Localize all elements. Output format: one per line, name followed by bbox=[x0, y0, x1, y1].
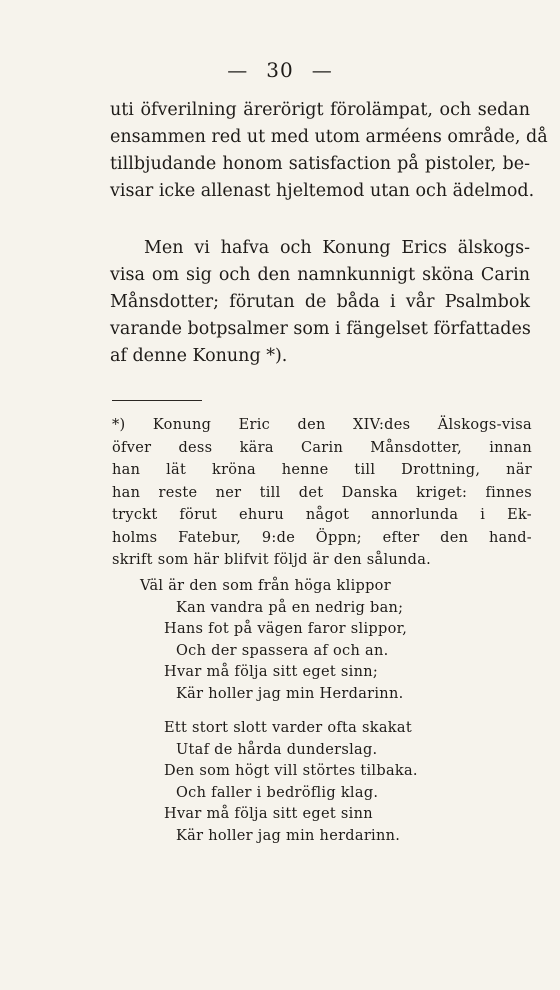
footnote-line: tryckt förut ehuru något annorlunda i Ek- bbox=[112, 507, 532, 523]
text-line: Månsdotter; förutan de båda i vår Psalmbok bbox=[110, 292, 530, 312]
verse-line: Väl är den som från höga klippor bbox=[140, 578, 391, 594]
verse-line: Utaf de hårda dunderslag. bbox=[176, 741, 378, 758]
paragraph-1 bbox=[110, 97, 548, 205]
verse-line: Kär holler jag min Herdarinn. bbox=[176, 685, 404, 702]
text-line: tillbjudande honom satisfaction på pistoler, be- bbox=[110, 154, 530, 174]
footnote-line: *) Konung Eric den XIV:des Älskogs-visa bbox=[112, 417, 532, 433]
page-header bbox=[0, 58, 560, 82]
verse-line: Kan vandra på en nedrig ban; bbox=[176, 599, 404, 616]
footnote-line: han lät kröna henne till Drottning, när bbox=[112, 462, 532, 478]
text-line: Men vi hafva och Konung Erics älskogs- bbox=[144, 238, 530, 258]
verse-line: Hans fot på vägen faror slippor, bbox=[164, 621, 408, 637]
text-line: visa om sig och den namnkunnigt sköna Carin bbox=[110, 265, 530, 285]
verse-line: Och der spassera af och an. bbox=[176, 642, 389, 659]
text-line: visar icke allenast hjeltemod utan och ädelmod. bbox=[110, 181, 535, 201]
page-number: 30 bbox=[266, 58, 294, 82]
footnote-line: öfver dess kära Carin Månsdotter, innan bbox=[112, 439, 532, 456]
text-line: af denne Konung *). bbox=[110, 346, 288, 366]
text-line: varande botpsalmer som i fängelset författades bbox=[110, 319, 531, 339]
poem-stanza-1 bbox=[140, 576, 540, 705]
footnote bbox=[112, 414, 532, 572]
text-line: uti öfverilning ärerörigt förolämpat, och sedan bbox=[110, 100, 530, 120]
verse-line: Den som högt vill störtes tilbaka. bbox=[164, 763, 418, 779]
verse-line: Kär holler jag min herdarinn. bbox=[176, 827, 401, 844]
footnote-line: han reste ner till det Danska kriget: finnes bbox=[112, 484, 532, 501]
verse-line: Hvar må följa sitt eget sinn bbox=[164, 806, 373, 822]
poem-stanza-2 bbox=[140, 718, 540, 847]
text-line: ensammen red ut med utom arméens område, då bbox=[110, 127, 548, 147]
header-dash-left: — bbox=[227, 58, 249, 82]
footnote-rule bbox=[112, 400, 202, 401]
paragraph-2 bbox=[110, 235, 530, 370]
verse-line: Hvar må följa sitt eget sinn; bbox=[164, 664, 379, 680]
footnote-line: holms Fatebur, 9:de Öppn; efter den hand- bbox=[112, 529, 532, 546]
footnote-line: skrift som här blifvit följd är den sålunda. bbox=[112, 552, 432, 568]
verse-line: Ett stort slott varder ofta skakat bbox=[164, 720, 412, 736]
verse-line: Och faller i bedröflig klag. bbox=[176, 784, 379, 801]
header-dash-right: — bbox=[311, 58, 333, 82]
